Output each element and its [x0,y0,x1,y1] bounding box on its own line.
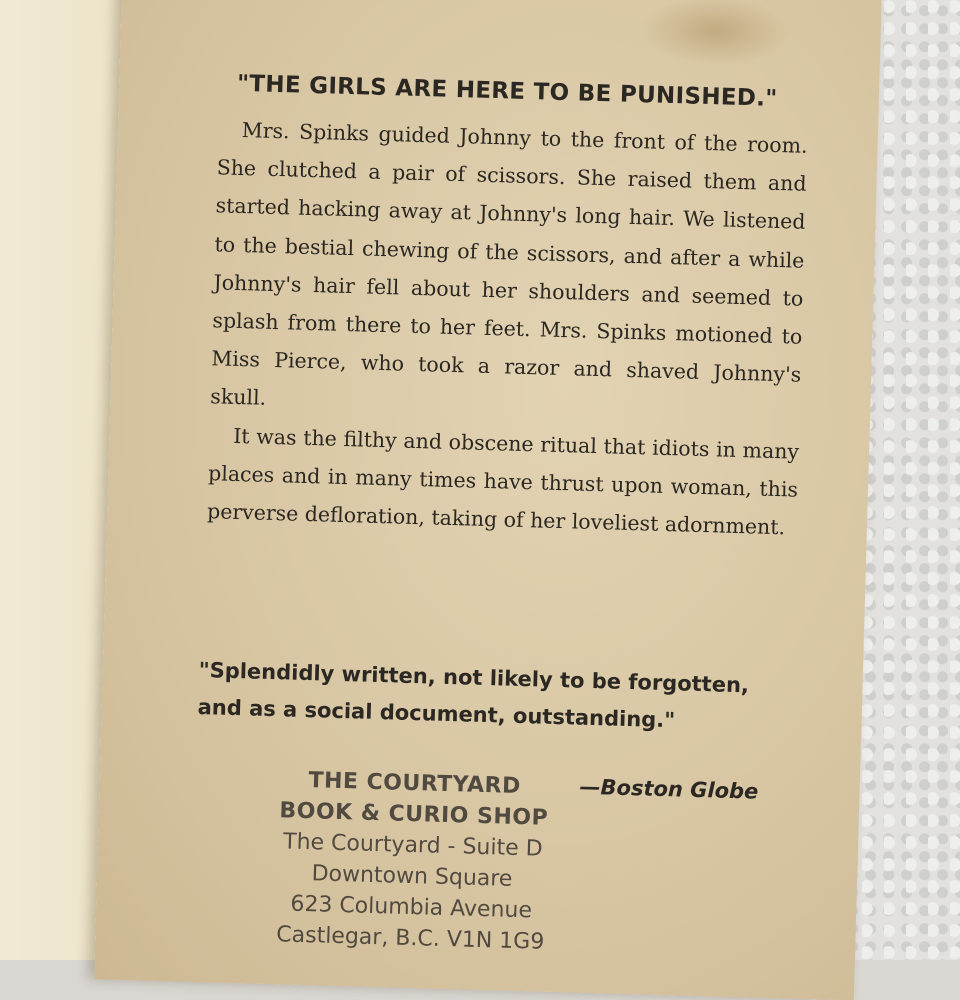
stamp-line: 623 Columbia Avenue [290,891,533,924]
book-page [94,0,882,1000]
stamp-line: Downtown Square [311,861,513,892]
excerpt-text [207,110,809,547]
stamp-line: The Courtyard - Suite D [282,829,543,862]
stamp-line: THE COURTYARD [308,768,522,800]
bookshop-stamp [255,764,570,959]
stamp-line: BOOK & CURIO SHOP [279,798,549,831]
excerpt-paragraph: Mrs. Spinks guided Johnny to the front of the room. She clutched a pair of scissors. She raised them and started hacking away at Johnny's long hair. We listened to the bestial chewing of the scissors, and after a while Johnny's hair fell about her shoulders and seemed to splash from there to her feet. Mrs. Spinks motioned to Miss Pierce, who took a razor and shaved Johnny's skull. [210,117,808,411]
review-source: —Boston Globe [579,774,759,804]
page-headline: "THE GIRLS ARE HERE TO BE PUNISHED." [236,70,778,112]
review-quote: "Splendidly written, not likely to be forgotten, and as a social document, outstanding." [197,657,750,733]
excerpt-paragraph: It was the filthy and obscene ritual that idiots in many places and in many times have thrust upon woman, this perverse defloration, taking of her loveliest adornment. [206,423,800,540]
page-stain [640,0,792,68]
stamp-line: Castlegar, B.C. V1N 1G9 [275,922,545,955]
